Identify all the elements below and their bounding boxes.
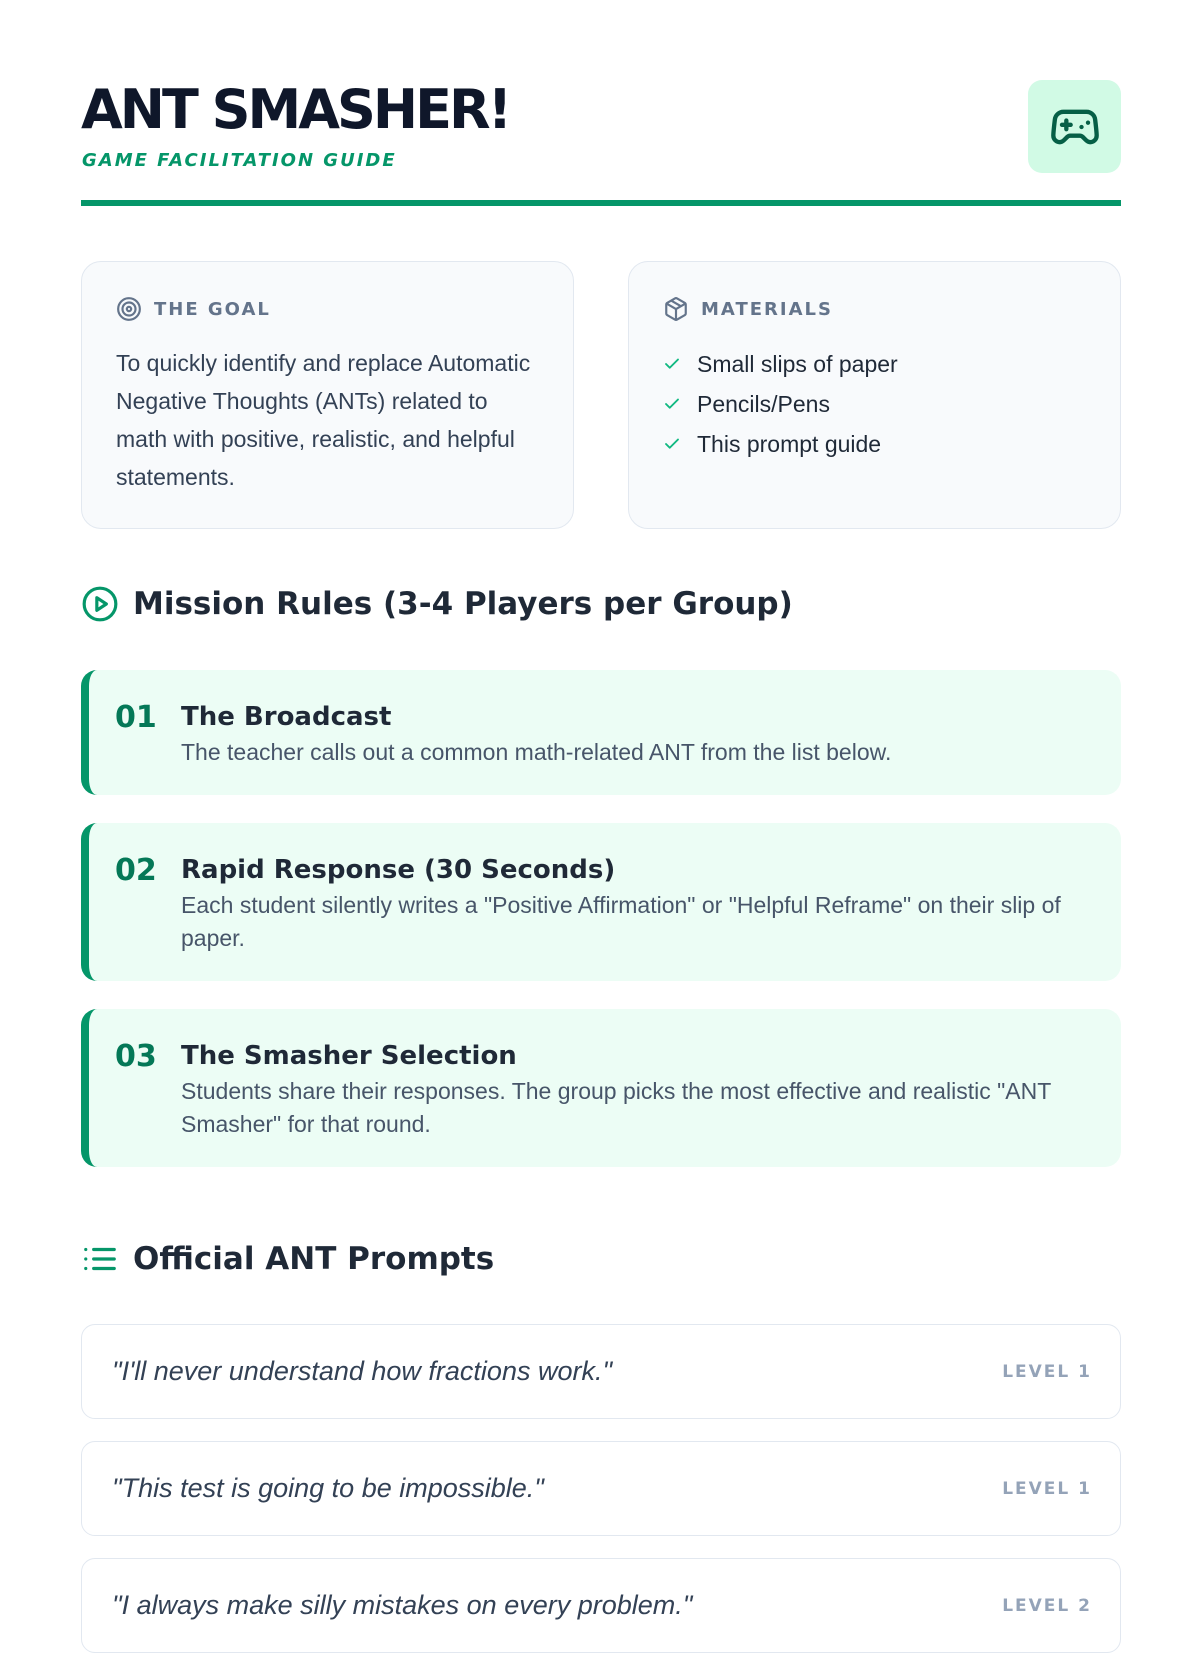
materials-item xyxy=(663,344,1086,384)
box-icon xyxy=(663,296,689,322)
prompt-text: "I always make silly mistakes on every problem." xyxy=(112,1590,693,1620)
prompt-card[interactable] xyxy=(81,1441,1121,1536)
rule-step xyxy=(81,823,1121,981)
prompts-title: Official ANT Prompts xyxy=(133,1241,495,1277)
materials-item-label: This prompt guide xyxy=(697,430,882,457)
list-icon xyxy=(81,1240,119,1278)
rules-title: Mission Rules (3-4 Players per Group) xyxy=(133,586,793,622)
rule-description: The teacher calls out a common math-related ANT from the list below. xyxy=(181,739,892,765)
prompts-heading xyxy=(81,1240,494,1278)
materials-card xyxy=(628,261,1121,529)
header-divider xyxy=(81,200,1121,206)
rule-step xyxy=(81,1009,1121,1167)
prompt-level-badge: LEVEL 2 xyxy=(1002,1595,1092,1616)
rule-number: 02 xyxy=(115,853,157,888)
prompt-text: "I'll never understand how fractions work." xyxy=(112,1356,613,1386)
materials-item-label: Small slips of paper xyxy=(697,350,898,377)
play-circle-icon xyxy=(81,585,119,623)
rules-heading xyxy=(81,585,793,623)
target-icon xyxy=(116,296,142,322)
goal-label: THE GOAL xyxy=(154,298,271,320)
rule-title: Rapid Response (30 Seconds) xyxy=(181,855,616,885)
rule-step xyxy=(81,670,1121,795)
goal-text: To quickly identify and replace Automatic Negative Thoughts (ANTs) related to math with positive, realistic, and helpful statements. xyxy=(116,350,531,490)
prompt-card[interactable] xyxy=(81,1324,1121,1419)
materials-item xyxy=(663,424,1086,464)
check-icon xyxy=(663,435,681,453)
guide-page xyxy=(81,0,1121,1620)
rule-title: The Broadcast xyxy=(181,702,392,732)
prompt-text: "This test is going to be impossible." xyxy=(112,1473,544,1503)
materials-item xyxy=(663,384,1086,424)
materials-label: MATERIALS xyxy=(701,298,833,320)
rule-number: 01 xyxy=(115,700,157,735)
page-header xyxy=(81,0,1121,206)
page-subtitle: GAME FACILITATION GUIDE xyxy=(82,150,397,171)
goal-card xyxy=(81,261,574,529)
materials-header xyxy=(663,294,1086,324)
prompt-card[interactable] xyxy=(81,1558,1121,1653)
goal-header xyxy=(116,294,539,324)
rule-description: Students share their responses. The group picks the most effective and realistic "ANT Smasher" for that round. xyxy=(181,1078,1051,1137)
check-icon xyxy=(663,395,681,413)
gamepad-icon xyxy=(1049,101,1101,153)
prompt-level-badge: LEVEL 1 xyxy=(1002,1478,1092,1499)
game-badge xyxy=(1028,80,1121,173)
rule-number: 03 xyxy=(115,1039,157,1074)
rule-title: The Smasher Selection xyxy=(181,1041,517,1071)
prompt-level-badge: LEVEL 1 xyxy=(1002,1361,1092,1382)
materials-item-label: Pencils/Pens xyxy=(697,390,830,417)
check-icon xyxy=(663,355,681,373)
page-title: ANT SMASHER! xyxy=(81,78,510,141)
materials-list xyxy=(663,344,1086,464)
info-row xyxy=(81,261,1121,529)
rule-description: Each student silently writes a "Positive Affirmation" or "Helpful Reframe" on their slip of paper. xyxy=(181,892,1061,951)
